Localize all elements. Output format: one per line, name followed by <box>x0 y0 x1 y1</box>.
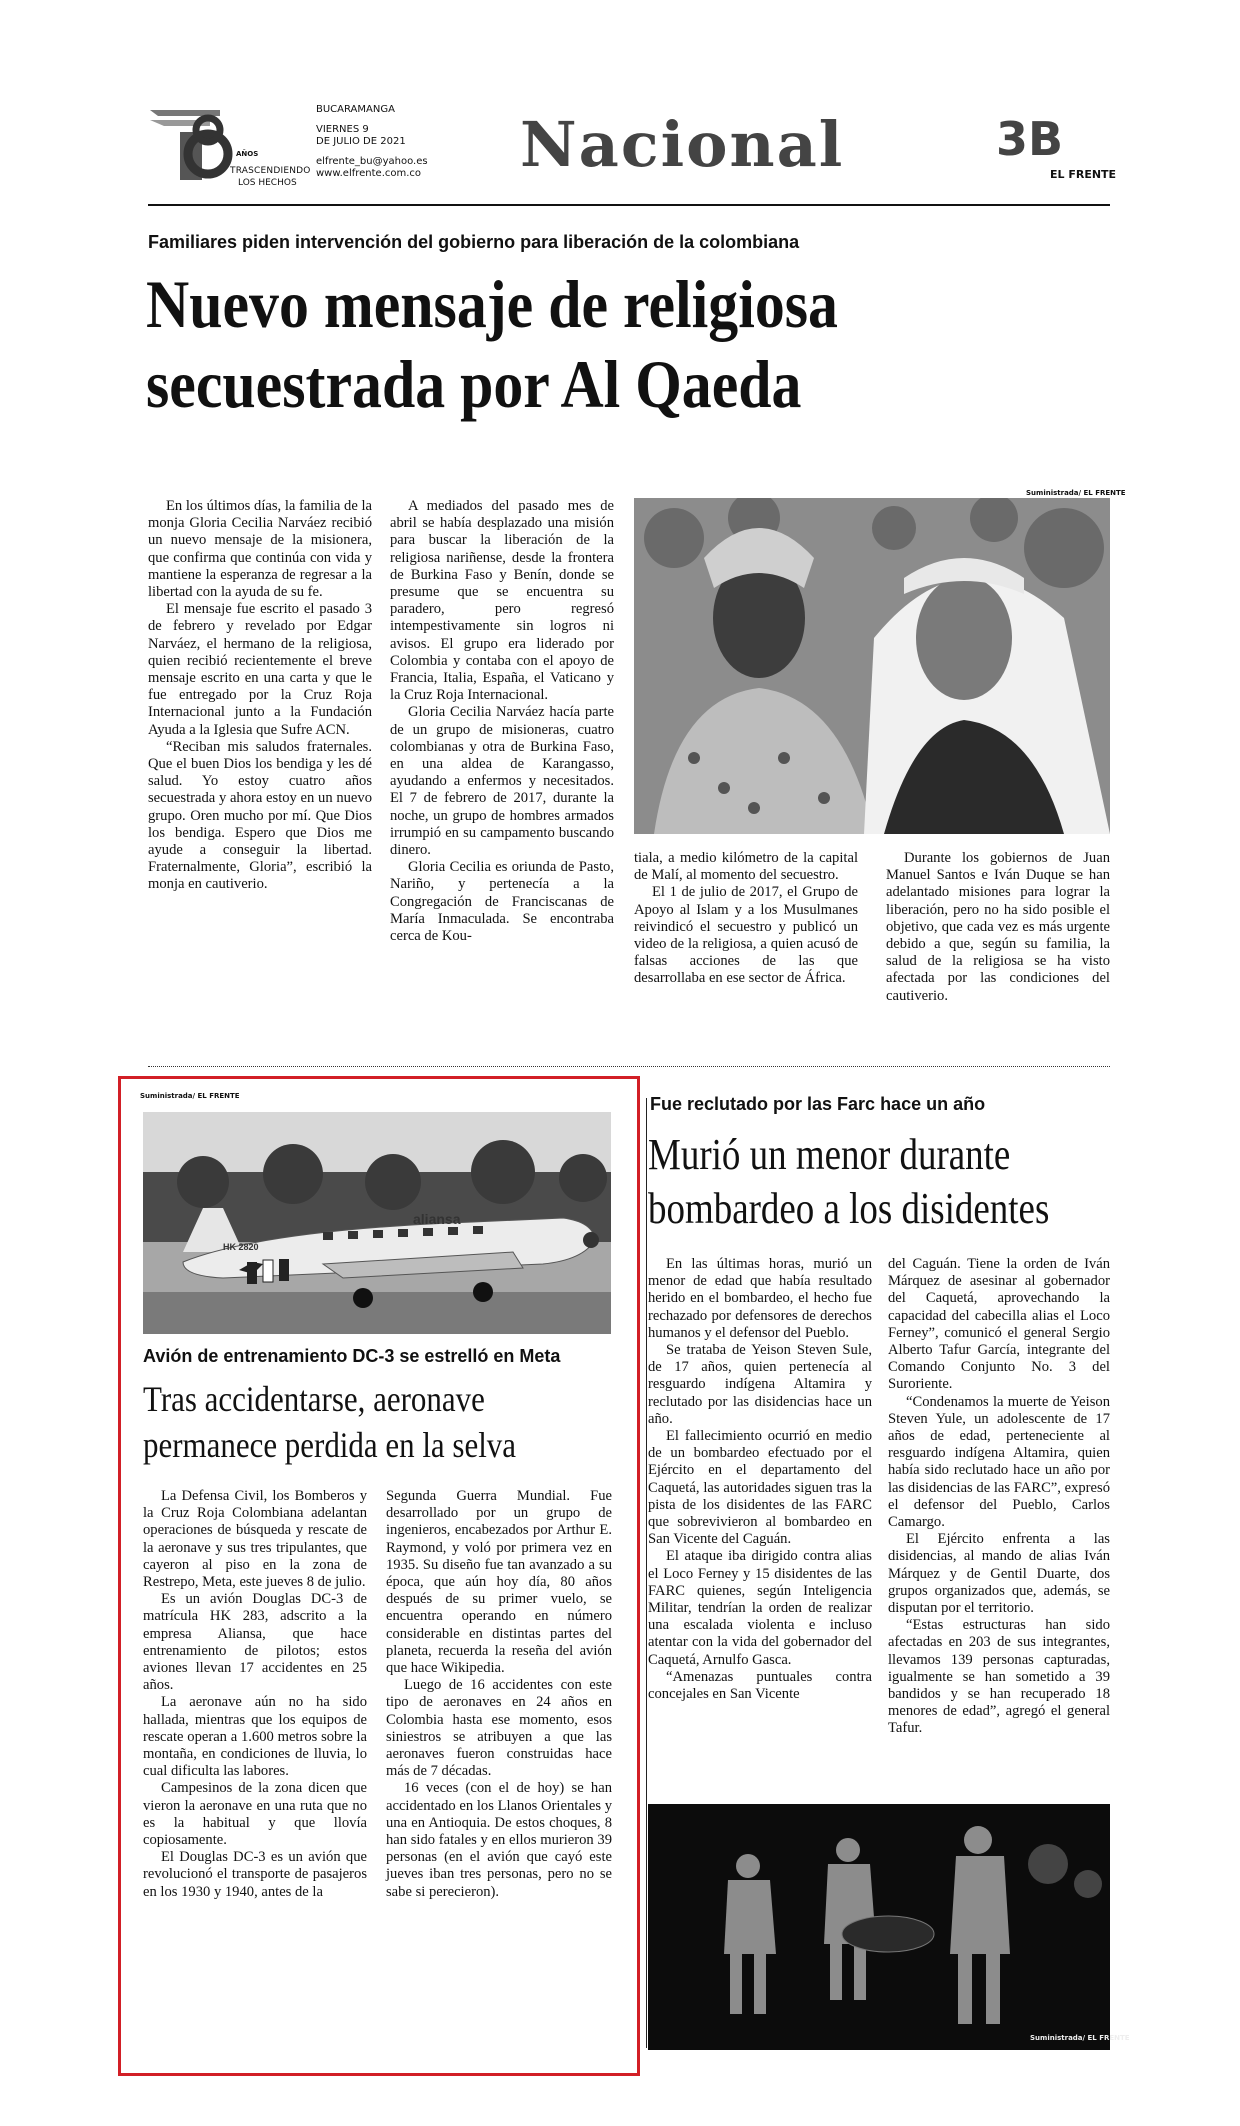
lead-paragraph: Gloria Cecilia es oriunda de Pasto, Nariño, y pertenecía a la Congregación de Franciscanas de María Inmaculada. Se encontraba cerca de Kou- <box>390 859 614 945</box>
plane-paragraph: Es un avión Douglas DC-3 de matrícula HK 283, adscrito a la empresa Aliansa, que hace entrenamiento de pilotos; estos aviones llevan 17 accidentes en 25 años. <box>143 1591 367 1694</box>
date-line-2: DE JULIO DE 2021 <box>316 136 406 147</box>
plane-paragraph: La aeronave aún no ha sido hallada, mientras que los equipos de rescate operan a 1.600 metros sobre la montaña, en condiciones de lluvia, lo cual dificulta las labores. <box>143 1694 367 1780</box>
lead-photo-credit: Suministrada/ EL FRENTE <box>1026 489 1126 497</box>
lead-column-1 <box>148 498 372 894</box>
date-line-1: VIERNES 9 <box>316 124 369 135</box>
plane-column-1 <box>143 1488 367 1901</box>
plane-label: aliansa <box>413 1211 461 1227</box>
farc-kicker: Fue reclutado por las Farc hace un año <box>650 1094 986 1114</box>
logo-badge: AÑOS <box>236 150 259 158</box>
page-number: 3B <box>996 112 1064 166</box>
farc-paragraph: del Caguán. Tiene la orden de Iván Márquez de asesinar al gobernador del Caquetá, aprovechando la capacidad del cabecilla alias el Loco Ferney”, comunicó el general Sergio Alberto Tafur García, integrante del Comando Conjunto No. 3 del Suroriente. <box>888 1256 1110 1393</box>
lead-kicker: Familiares piden intervención del gobierno para liberación de la colombiana <box>148 232 800 252</box>
page-brand: EL FRENTE <box>1050 168 1117 181</box>
section-divider <box>148 1066 1110 1067</box>
plane-registration: HK 2820 <box>223 1242 259 1252</box>
farc-paragraph: El Ejército enfrenta a las disidencias, al mando de alias Iván Márquez y de Gentil Duarte, dos grupos organizados que, además, se disputan por el territorio. <box>888 1531 1110 1617</box>
lead-paragraph: Gloria Cecilia Narváez hacía parte de un grupo de misioneras, cuatro colombianas y otra de Burkina Faso, en una aldea de Karangasso, ayudando a enfermos y necesitados. El 7 de febrero de 2017, durante la noche, un grupo de hombres armados irrumpió en su campamento buscando dinero. <box>390 704 614 859</box>
lead-column-4 <box>886 850 1110 1005</box>
lead-headline-line-1: Nuevo mensaje de religiosa <box>146 266 838 342</box>
plane-headline-line-2: permanece perdida en la selva <box>143 1425 517 1465</box>
logo-icon <box>150 110 270 188</box>
farc-paragraph: El ataque iba dirigido contra alias el Loco Ferney y 15 disidentes de las FARC quienes, según Inteligencia Militar, tendrían la orden de realizar una escalada violenta e incluso atentar con la vida del gobernador del Caquetá, Arnulfo Gasca. <box>648 1548 872 1668</box>
plane-paragraph: Luego de 16 accidentes con este tipo de aeronaves en 24 años en Colombia hasta ese momento, esos siniestros se atribuyen a que las aeronaves fueron construidas hace más de 7 décadas. <box>386 1677 612 1780</box>
email: elfrente_bu@yahoo.es <box>316 156 428 167</box>
lead-paragraph: El 1 de julio de 2017, el Grupo de Apoyo al Islam y a los Musulmanes reivindicó el secuestro y publicó un video de la religiosa, a quien acusó de falsas acciones de las que desarrollaba en ese sector de África. <box>634 884 858 987</box>
lead-headline <box>146 264 1000 424</box>
lead-paragraph: En los últimos días, la familia de la monja Gloria Cecilia Narváez recibió un nuevo mensaje de la misionera, que confirma que continúa con vida y mantiene la esperanza de regresar a la libertad con la ayuda de su fe. <box>148 498 372 601</box>
newspaper-logo <box>150 110 270 188</box>
lead-photo <box>634 498 1110 834</box>
plane-headline <box>143 1376 516 1468</box>
section-title: Nacional <box>520 108 845 181</box>
lead-paragraph: “Reciban mis saludos fraternales. Que el buen Dios los bendiga y les dé salud. Yo estoy cuatro años secuestrada y ahora estoy en un nuevo grupo. Oren mucho por mí. Que Dios los bendiga. Espero que Dios me ayude a conseguir la libertad. Fraternalmente, Gloria”, escribió la monja en cautiverio. <box>148 738 372 893</box>
plane-photo <box>143 1112 611 1334</box>
plane-paragraph: Segunda Guerra Mundial. Fue desarrollado por un grupo de ingenieros, encabezados por Arthur E. Raymond, y voló por primera vez en 1935. Su diseño fue tan avanzado a su época, que aún hoy día, 80 años después de su primer vuelo, se encuentra operando en número considerable en distintas partes del planeta, recuerda la reseña del avión que hace Wikipedia. <box>386 1488 612 1677</box>
plane-headline-line-1: Tras accidentarse, aeronave <box>143 1379 485 1419</box>
lead-paragraph: El mensaje fue escrito el pasado 3 de febrero y revelado por Edgar Narváez, el hermano de la religiosa, quien recibió recientemente el breve mensaje escrito en una carta y que le fue entregado por la Cruz Roja Internacional junto a la Fundación Ayuda a la Iglesia que Sufre ACN. <box>148 601 372 738</box>
farc-paragraph: “Amenazas puntuales contra concejales en San Vicente <box>648 1668 872 1703</box>
farc-paragraph: Se trataba de Yeison Steven Sule, de 17 años, quien pertenecía al resguardo indígena Altamira y reclutado por las disidencias hace un año. <box>648 1342 872 1427</box>
plane-kicker: Avión de entrenamiento DC-3 se estrelló en Meta <box>143 1346 561 1366</box>
lead-column-3 <box>634 850 858 988</box>
farc-photo-credit: Suministrada/ EL FRENTE <box>1030 2034 1130 2042</box>
farc-column-2 <box>888 1256 1110 1738</box>
lead-headline-line-2: secuestrada por Al Qaeda <box>146 346 802 422</box>
column-divider <box>646 1098 647 2048</box>
header-rule <box>148 204 1110 206</box>
soldiers-night-image <box>648 1804 1110 2050</box>
plane-photo-credit: Suministrada/ EL FRENTE <box>140 1092 240 1100</box>
logo-tagline-1: TRASCENDIENDO <box>230 166 311 176</box>
lead-paragraph: Durante los gobiernos de Juan Manuel Santos e Iván Duque se han adelantado misiones para lograr la liberación, pero no ha sido posible el objetivo, que cada vez es más urgente debido a que, según su familia, la salud de la religiosa se ha visto afectada por las condiciones del cautiverio. <box>886 850 1110 1004</box>
plane-column-2 <box>386 1488 612 1901</box>
plane-paragraph: La Defensa Civil, los Bomberos y la Cruz Roja Colombiana adelantan operaciones de búsqueda y rescate de la aeronave y sus tres tripulantes, que cayeron al piso en la zona de Restrepo, Meta, este jueves 8 de julio. <box>143 1488 367 1591</box>
plane-paragraph: 16 veces (con el de hoy) se han accidentado en los Llanos Orientales y una en Antioquia. De estos choques, 8 han sido fatales y en ellos murieron 39 personas (en el avión que cayó este jueves iban tres personas, pero no se sabe si perecieron). <box>386 1780 612 1900</box>
website: www.elfrente.com.co <box>316 168 422 179</box>
farc-headline-line-1: Murió un menor durante <box>648 1130 1011 1179</box>
nun-portrait-image <box>634 498 1110 834</box>
lead-paragraph: A mediados del pasado mes de abril se había desplazado una misión para buscar la liberación de la religiosa nariñense, desde la frontera de Burkina Faso y Benín, donde se presume que se encuentra su paradero, pero regresó intempestivamente sin logros ni avisos. El grupo era liderado por Colombia y contaba con el apoyo de Francia, Italia, España, el Vaticano y la Cruz Roja Internacional. <box>390 498 614 704</box>
farc-paragraph: “Estas estructuras han sido afectadas en 203 de sus integrantes, llevamos 139 personas capturadas, igualmente se han sometido a 39 bandidos y se han recuperado 18 menores de edad”, agregó el general Tafur. <box>888 1617 1110 1737</box>
lead-paragraph: tiala, a medio kilómetro de la capital de Malí, al momento del secuestro. <box>634 850 858 884</box>
farc-photo <box>648 1804 1110 2050</box>
farc-paragraph: El fallecimiento ocurrió en medio de un bombardeo efectuado por el Ejército en el departamento del Caquetá, las autoridades siguen tras la pista de los disidentes de las FARC que sobrevivieron al bombardeo en San Vicente del Caguán. <box>648 1428 872 1548</box>
airplane-image <box>143 1112 611 1334</box>
masthead-meta <box>316 104 428 180</box>
farc-paragraph: “Condenamos la muerte de Yeison Steven Yule, un adolescente de 17 años de edad, perteneciente al resguardo indígena Altamira, quien había sido reclutado hace un año por las disidencias de las FARC”, expresó el defensor del Pueblo, Carlos Camargo. <box>888 1393 1110 1531</box>
farc-headline-line-2: bombardeo a los disidentes <box>648 1184 1050 1233</box>
farc-headline <box>648 1128 1049 1236</box>
plane-paragraph: Campesinos de la zona dicen que vieron la aeronave en una ruta que no es la habitual y que llovía copiosamente. <box>143 1780 367 1849</box>
farc-column-1 <box>648 1256 872 1703</box>
plane-paragraph: El Douglas DC-3 es un avión que revolucionó el transporte de pasajeros en los 1930 y 1940, antes de la <box>143 1849 367 1900</box>
city: BUCARAMANGA <box>316 104 395 115</box>
farc-paragraph: En las últimas horas, murió un menor de edad que había resultado herido en el bombardeo, el hecho fue rechazado por defensores de derechos humanos y el defensor del Pueblo. <box>648 1256 872 1341</box>
logo-tagline-2: LOS HECHOS <box>238 178 297 188</box>
lead-column-2 <box>390 498 614 945</box>
